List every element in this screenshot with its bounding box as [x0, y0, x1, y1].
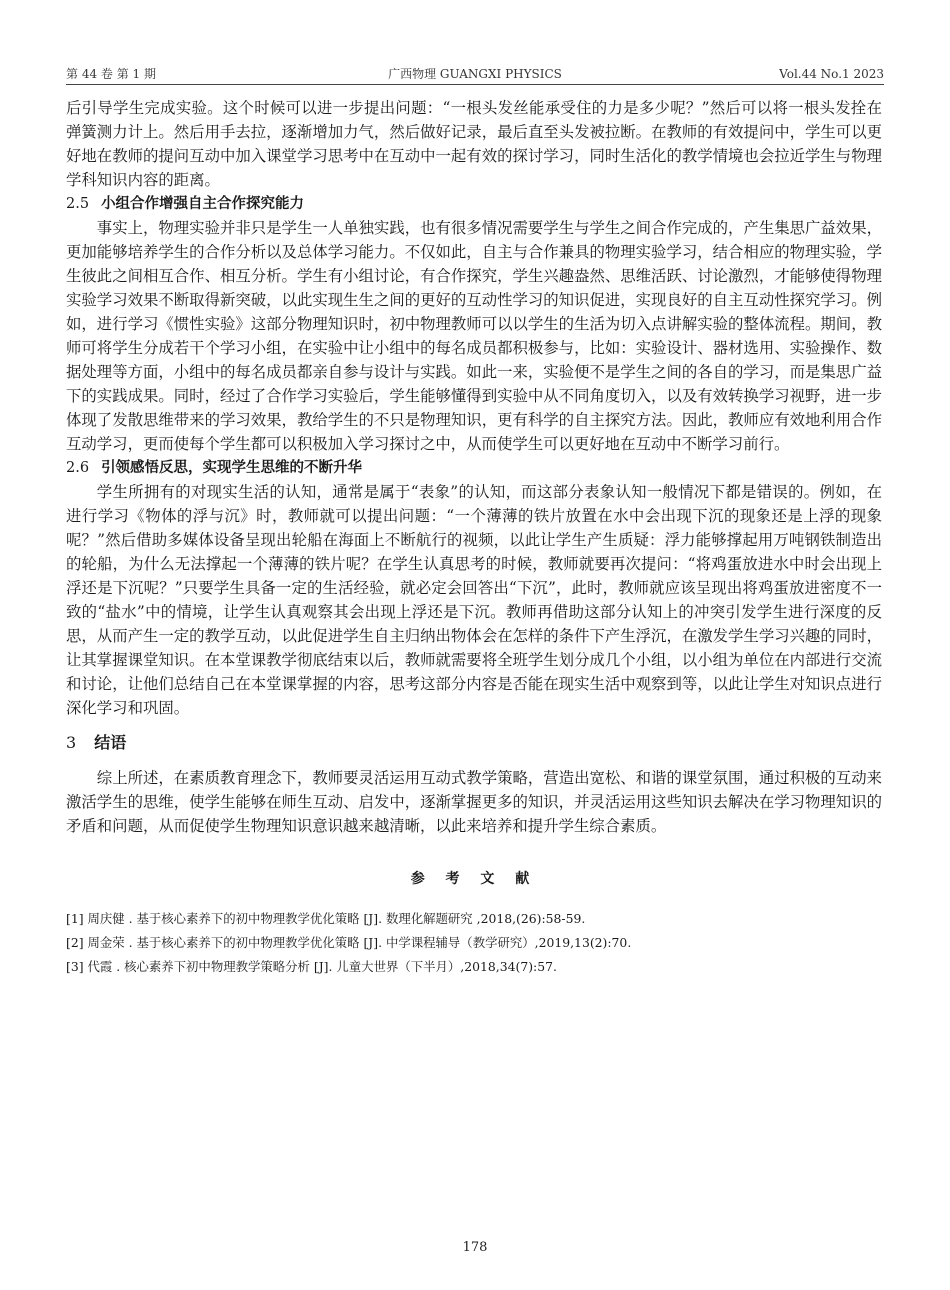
section-title: 小组合作增强自主合作探究能力 [101, 196, 305, 212]
paragraph-reflection: 学生所拥有的对现实生活的认知，通常是属于“表象”的认知，而这部分表象认知一般情况下都是错误的。例如，在进行学习《物体的浮与沉》时，教师就可以提出问题：“一个薄薄的铁片放置在水中会出现下沉的现象还是上浮的现象呢？”然后借助多媒体设备呈现出轮船在海面上不断航行的视频，以此让学生产生质疑：浮力能够撑起用万吨钢铁制造出的轮船，为什么无法撑起一个薄薄的铁片呢？在学生认真思考的时候，教师就要再次提问：“将鸡蛋放进水中时会出现上浮还是下沉呢？”只要学生具备一定的生活经验，就必定会回答出“下沉”，此时，教师就应该呈现出将鸡蛋放进密度不一致的“盐水”中的情境，让学生认真观察其会出现上浮还是下沉。教师再借助这部分认知上的冲突引发学生进行深度的反思，从而产生一定的教学互动，以此促进学生自主归纳出物体会在怎样的条件下产生浮沉，在激发学生学习兴趣的同时，让其掌握课堂知识。在本堂课教学彻底结束以后，教师就需要将全班学生划分成几个小组，以小组为单位在内部进行交流和讨论，让他们总结自己在本堂课掌握的内容，思考这部分内容是否能在现实生活中观察到等，以此让学生对知识点进行深化学习和巩固。 [66, 483, 882, 717]
section-heading-3 [66, 730, 882, 756]
page-number: 178 [462, 1240, 488, 1255]
section-heading-2-6 [66, 456, 882, 480]
header-volume-year: Vol.44 No.1 2023 [779, 67, 884, 81]
header-volume-issue: 第 44 卷 第 1 期 [66, 67, 156, 81]
running-header [66, 64, 884, 85]
article-body [66, 96, 882, 980]
paragraph-continuation: 后引导学生完成实验。这个时候可以进一步提出问题：“一根头发丝能承受住的力是多少呢？”然后可以将一根头发拴在弹簧测力计上。然后用手去拉，逐渐增加力气，然后做好记录，最后直至头发被拉断。在教师的有效提问中，学生可以更好地在教师的提问互动中加入课堂学习思考中在互动中一起有效的探讨学习，同时生活化的教学情境也会拉近学生与物理学科知识内容的距离。 [66, 99, 882, 189]
section-number: 3 [66, 733, 77, 752]
reference-item: [3] 代霞 . 核心素养下初中物理教学策略分析 [J]. 儿童大世界（下半月）,2018,34(7):57. [66, 959, 557, 974]
section-title: 结语 [94, 733, 127, 752]
reference-item: [2] 周金荣 . 基于核心素养下的初中物理教学优化策略 [J]. 中学课程辅导（教学研究）,2019,13(2):70. [66, 935, 632, 950]
section-heading-2-5 [66, 192, 882, 216]
references-title: 参 考 文 献 [410, 871, 538, 887]
reference-item: [1] 周庆健 . 基于核心素养下的初中物理教学优化策略 [J]. 数理化解题研究 ,2018,(26):58-59. [66, 911, 586, 926]
section-number: 2.6 [66, 460, 90, 476]
paragraph-conclusion: 综上所述，在素质教育理念下，教师要灵活运用互动式教学策略，营造出宽松、和谐的课堂氛围，通过积极的互动来激活学生的思维，使学生能够在师生互动、启发中，逐渐掌握更多的知识，并灵活运用这些知识去解决在学习物理知识的矛盾和问题，从而促使学生物理知识意识越来越清晰，以此来培养和提升学生综合素质。 [66, 769, 882, 835]
header-journal-title: 广西物理 GUANGXI PHYSICS [388, 67, 562, 81]
paragraph-cooperation: 事实上，物理实验并非只是学生一人单独实践，也有很多情况需要学生与学生之间合作完成的，产生集思广益效果，更加能够培养学生的合作分析以及总体学习能力。不仅如此，自主与合作兼具的物理实验学习，结合相应的物理实验，学生彼此之间相互合作、相互分析。学生有小组讨论，有合作探究，学生兴趣盎然、思维活跃、讨论激烈，才能够使得物理实验学习效果不断取得新突破，以此实现生生之间的更好的互动性学习的知识促进，实现良好的自主互动性探究学习。例如，进行学习《惯性实验》这部分物理知识时，初中物理教师可以以学生的生活为切入点讲解实验的整体流程。期间，教师可将学生分成若干个学习小组，在实验中让小组中的每名成员都积极参与，比如：实验设计、器材选用、实验操作、数据处理等方面，小组中的每名成员都亲自参与设计与实践。如此一来，实验便不是学生之间的各自的学习，而是集思广益下的实践成果。同时，经过了合作学习实验后，学生能够懂得到实验中从不同角度切入，以及有效转换学习视野，进一步体现了发散思维带来的学习效果，教给学生的不只是物理知识，更有科学的自主探究方法。因此，教师应有效地利用合作互动学习，更而使每个学生都可以积极加入学习探讨之中，从而使学生可以更好地在互动中不断学习前行。 [66, 219, 882, 453]
section-number: 2.5 [66, 196, 90, 212]
section-title: 引领感悟反思，实现学生思维的不断升华 [101, 460, 363, 476]
